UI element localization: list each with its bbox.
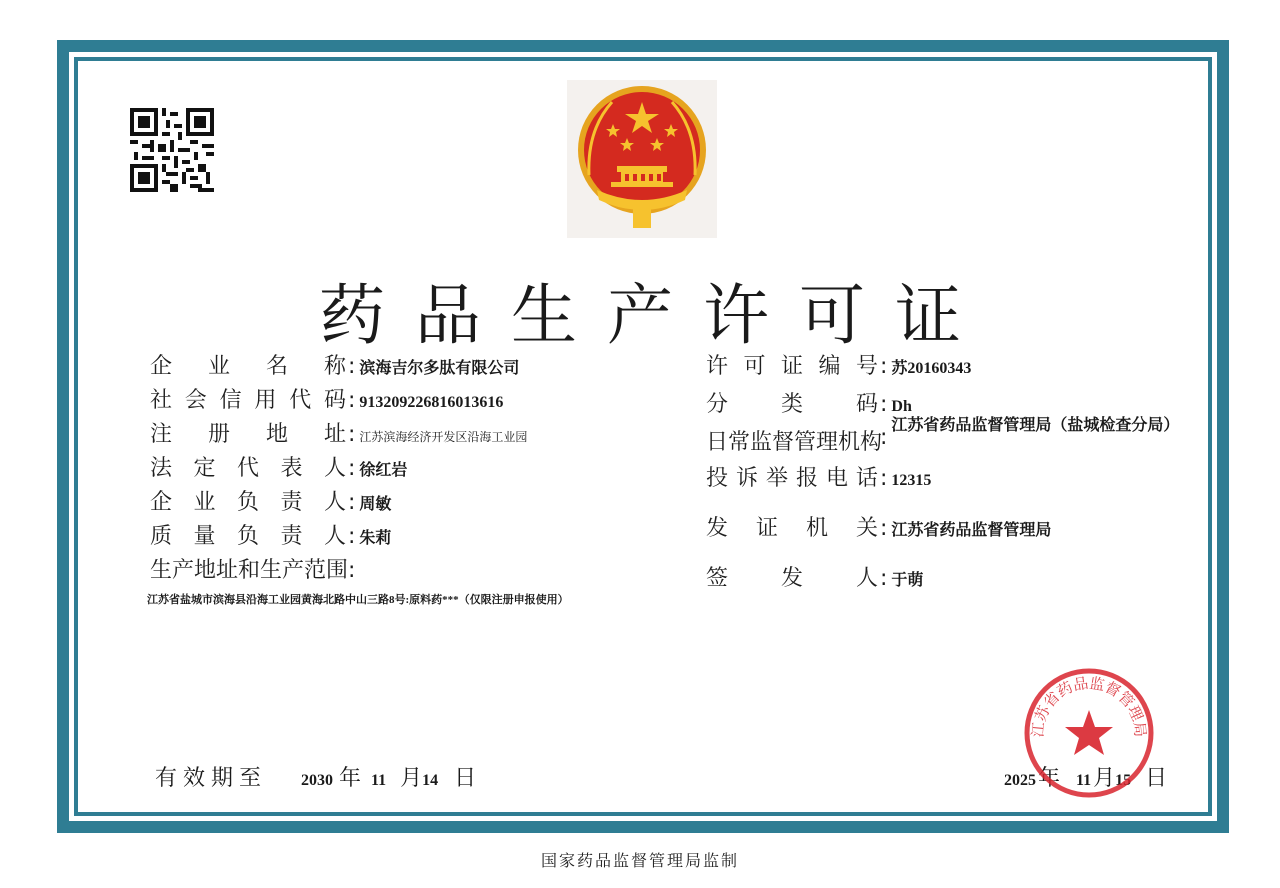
value-issuing-authority: 江苏省药品监督管理局	[891, 522, 1052, 539]
field-registered-address: 注 册 地 址 : 江苏滨海经济开发区沿海工业园	[150, 417, 527, 448]
label-issuing-authority: 发 证 机 关	[706, 516, 878, 541]
field-category-code: 分 类 码 : Dh	[706, 387, 912, 418]
label-legal-representative: 法 定 代 表 人	[150, 456, 346, 481]
official-seal-icon	[1022, 666, 1156, 800]
label-registered-address: 注 册 地 址	[150, 422, 346, 447]
valid-day: 14	[422, 772, 439, 789]
seal-text: 江苏省药品监督管理局	[1028, 674, 1150, 738]
issue-day: 15	[1115, 772, 1132, 789]
field-license-number: 许 可 证 编 号 : 苏20160343	[706, 349, 971, 380]
field-complaint-phone: 投 诉 举 报 电 话 : 12315	[706, 461, 931, 492]
label-quality-head: 质 量 负 责 人	[150, 524, 346, 549]
valid-until: 有效期至 2030 年 11 月 14 日	[155, 761, 476, 792]
field-issuing-authority: 发 证 机 关 : 江苏省药品监督管理局	[706, 511, 1051, 542]
label-signatory: 签 发 人	[706, 566, 878, 591]
label-enterprise-head: 企 业 负 责 人	[150, 490, 346, 515]
value-credit-code: 913209226816013616	[359, 394, 504, 411]
field-signatory: 签 发 人 : 于萌	[706, 561, 923, 592]
value-license-number: 苏20160343	[891, 360, 972, 377]
value-registered-address: 江苏滨海经济开发区沿海工业园	[359, 430, 528, 444]
field-enterprise-name: 企 业 名 称 : 滨海吉尔多肽有限公司	[150, 349, 519, 380]
footer-supervisor: 国家药品监督管理局监制	[540, 851, 739, 870]
field-quality-head: 质 量 负 责 人 : 朱莉	[150, 519, 391, 550]
label-production-scope: 生产地址和生产范围	[150, 558, 349, 583]
label-category-code: 分 类 码	[706, 392, 878, 417]
value-enterprise-name: 滨海吉尔多肽有限公司	[359, 360, 520, 377]
qr-code-icon	[130, 108, 214, 192]
national-emblem-icon	[567, 80, 717, 238]
valid-month: 11	[371, 772, 387, 789]
value-supervision-agency: 江苏省药品监督管理局（盐城检查分局）	[891, 417, 1180, 434]
issue-date: 2025 年 11 月 15 日	[1004, 766, 1168, 791]
label-credit-code: 社 会 信 用 代 码	[150, 388, 346, 413]
label-supervision-agency: 日常监督管理机构	[706, 430, 883, 455]
value-legal-representative: 徐红岩	[359, 462, 408, 479]
field-legal-representative: 法 定 代 表 人 : 徐红岩	[150, 451, 407, 482]
field-supervision-agency: 日常监督管理机构 : 江苏省药品监督管理局（盐城检查分局）	[706, 417, 1180, 455]
issue-month: 11	[1076, 772, 1092, 789]
certificate-title: 药品生产许可证	[319, 277, 991, 354]
label-enterprise-name: 企 业 名 称	[150, 354, 346, 379]
label-complaint-phone: 投 诉 举 报 电 话	[706, 466, 878, 491]
issue-year: 2025	[1004, 772, 1036, 789]
value-enterprise-head: 周敏	[359, 496, 392, 513]
valid-until-label: 有效期至	[155, 766, 268, 791]
field-credit-code: 社 会 信 用 代 码 : 913209226816013616	[150, 383, 503, 414]
value-category-code: Dh	[891, 398, 912, 415]
field-enterprise-head: 企 业 负 责 人 : 周敏	[150, 485, 391, 516]
field-production-scope: 生产地址和生产范围 :	[150, 553, 359, 584]
value-quality-head: 朱莉	[359, 530, 392, 547]
production-scope-text: 江苏省盐城市滨海县沿海工业园黄海北路中山三路8号:原料药***（仅限注册申报使用）	[147, 594, 569, 606]
value-signatory: 于萌	[891, 572, 924, 589]
value-complaint-phone: 12315	[891, 472, 932, 489]
label-license-number: 许 可 证 编 号	[706, 354, 878, 379]
valid-year: 2030	[301, 772, 334, 789]
